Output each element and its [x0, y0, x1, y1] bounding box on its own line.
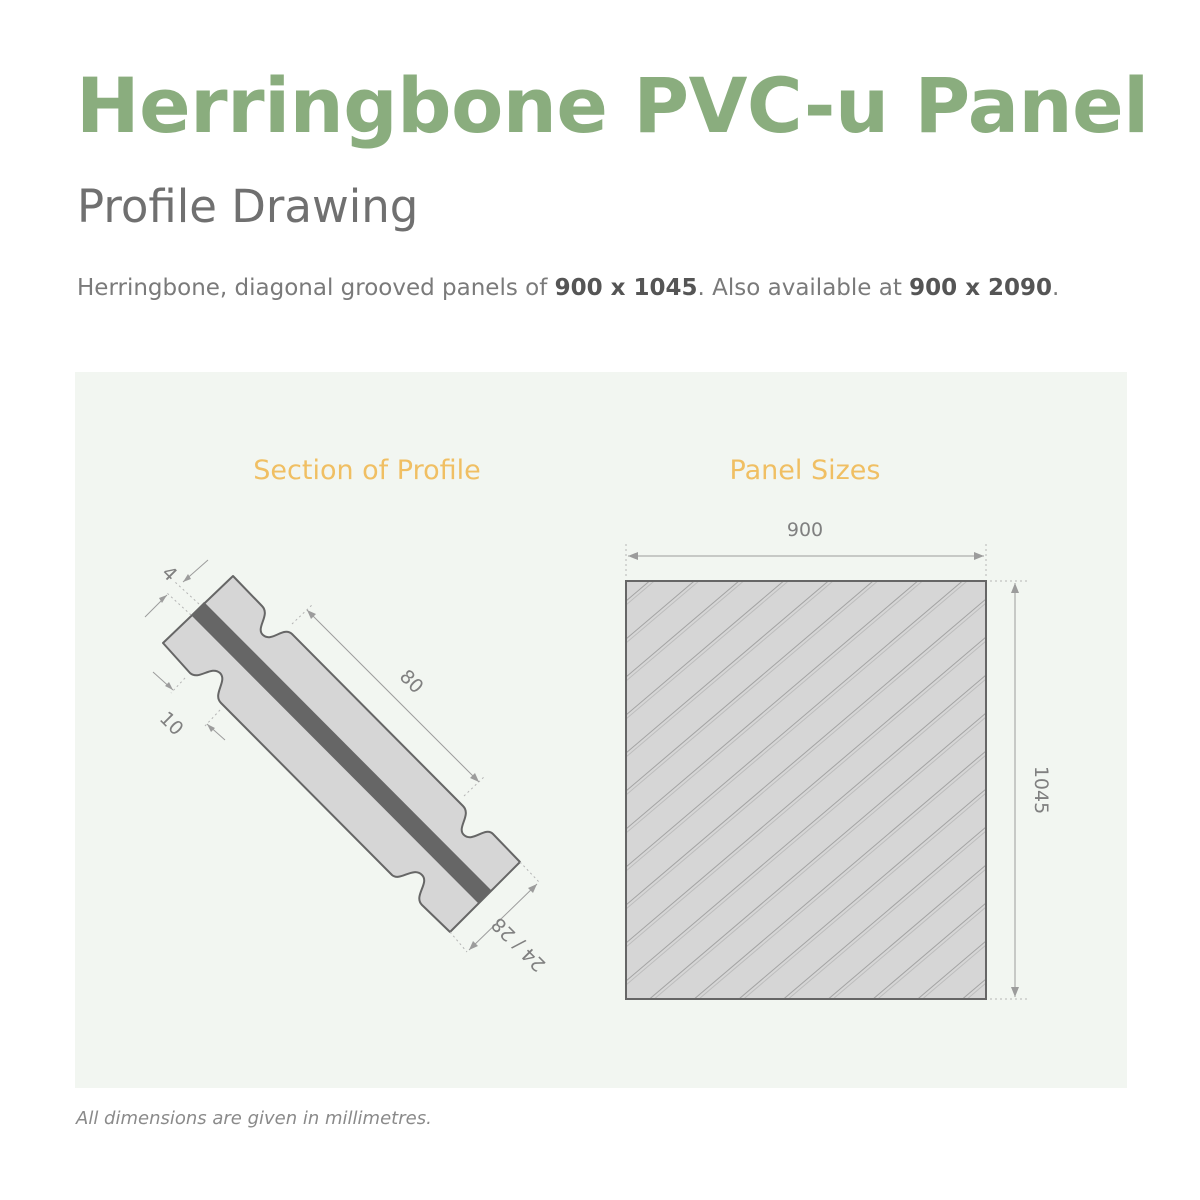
drawing-area [75, 372, 1127, 1088]
dim-groove-pitch-label: 80 [394, 665, 428, 699]
section-profile-heading: Section of Profile [253, 455, 481, 486]
profile-core [191, 602, 491, 903]
description-prefix: Herringbone, diagonal grooved panels of [77, 275, 555, 301]
dim-panel-width-label: 900 [786, 519, 824, 541]
panel-groove-line [626, 372, 1026, 529]
drawing-svg [75, 372, 1127, 1088]
panel-groove-line [626, 372, 1026, 601]
panel-groove-line [626, 372, 1026, 411]
panel-groove-line [626, 372, 1026, 415]
dim-groove-depth-label: 10 [154, 707, 188, 741]
description-middle: . Also available at [697, 275, 910, 301]
dim-skin-thickness-label: 4 [157, 561, 182, 586]
panel-groove-line [626, 372, 1026, 449]
panel-groove-line [626, 987, 1026, 1088]
dim-groove-depth [153, 672, 225, 740]
panel-sizes-heading: Panel Sizes [729, 455, 881, 486]
panel-groove-line [626, 372, 1026, 453]
footnote: All dimensions are given in millimetres. [76, 1108, 432, 1129]
description-suffix: . [1052, 275, 1060, 301]
panel-groove-line [626, 372, 1026, 377]
panel-groove-line [626, 372, 1026, 525]
panel-groove-line [626, 372, 1026, 373]
size-alternative: 900 x 2090 [909, 275, 1053, 301]
dim-panel-width [626, 519, 986, 577]
page-subtitle: Profile Drawing [77, 180, 419, 233]
size-primary: 900 x 1045 [554, 275, 698, 301]
dim-thickness-label: 24 / 28 [487, 912, 551, 976]
page-title: Herringbone PVC-u Panel [76, 61, 1149, 150]
dim-panel-height [990, 581, 1052, 999]
profile-section [145, 560, 550, 976]
description [77, 274, 1059, 304]
dim-panel-height-label: 1045 [1030, 765, 1052, 815]
panel-groove-line [626, 372, 1026, 605]
